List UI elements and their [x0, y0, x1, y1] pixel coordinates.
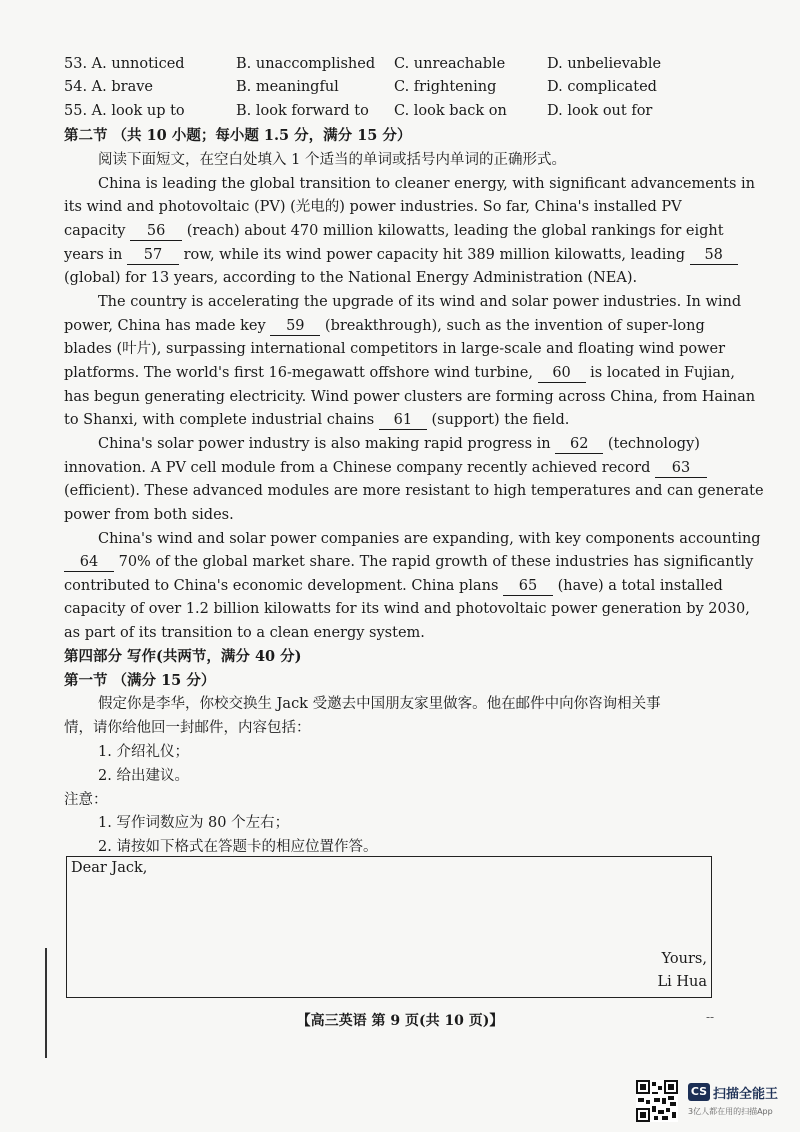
footer-mark: -- — [706, 1010, 715, 1024]
passage-line — [64, 575, 723, 597]
option-d: D. complicated — [547, 79, 657, 95]
option-d: D. unbelievable — [547, 56, 662, 72]
scanner-tagline: 3亿人都在用的扫描App — [688, 1107, 773, 1116]
passage-text: platforms. The world's first 16-megawatt offshore wind turbine, — [64, 365, 533, 381]
option-d: D. look out for — [547, 103, 653, 119]
mc-row-53 — [64, 56, 724, 78]
option-b: B. meaningful — [236, 79, 339, 95]
blank-57[interactable]: 57 — [127, 246, 179, 265]
blank-61[interactable]: 61 — [379, 411, 427, 430]
blank-64[interactable]: 64 — [64, 553, 114, 572]
prompt-item: 2. 给出建议。 — [98, 768, 189, 784]
passage-line: capacity of over 1.2 billion kilowatts for its wind and photovoltaic power generation by 2030, — [64, 601, 750, 617]
note-item: 2. 请按如下格式在答题卡的相应位置作答。 — [98, 839, 378, 855]
passage-line: its wind and photovoltaic (PV) (光电的) power industries. So far, China's installed PV — [64, 199, 682, 215]
passage-line — [64, 220, 724, 242]
passage-line: power from both sides. — [64, 507, 234, 523]
passage-text: to Shanxi, with complete industrial chains — [64, 412, 375, 428]
passage-text: (technology) — [607, 436, 700, 452]
passage-line: (efficient). These advanced modules are more resistant to high temperatures and can generate — [64, 483, 764, 499]
passage-line — [64, 244, 723, 266]
blank-62[interactable]: 62 — [555, 435, 603, 454]
passage-line: (global) for 13 years, according to the National Energy Administration (NEA). — [64, 270, 638, 286]
writing-prompt: 情，请你给他回一封邮件，内容包括： — [64, 720, 311, 736]
passage-line — [64, 551, 754, 573]
section2-instruction: 阅读下面短文，在空白处填入 1 个适当的单词或括号内单词的正确形式。 — [98, 152, 566, 168]
passage-line: China's wind and solar power companies are expanding, with key components accounting — [98, 531, 761, 547]
passage-line — [64, 457, 714, 479]
passage-text: is located in Fujian, — [590, 365, 736, 381]
letter-closing: Yours, — [661, 951, 707, 967]
passage-text: capacity — [64, 223, 126, 239]
passage-line: as part of its transition to a clean energy system. — [64, 625, 425, 641]
part4-heading: 第四部分 写作(共两节，满分 40 分) — [64, 648, 302, 665]
mc-row-55 — [64, 103, 724, 125]
blank-65[interactable]: 65 — [503, 577, 553, 596]
passage-text: China's solar power industry is also making rapid progress in — [98, 436, 551, 452]
part4-section1-heading: 第一节 （满分 15 分） — [64, 672, 216, 689]
blank-58[interactable]: 58 — [690, 246, 738, 265]
letter-answer-box — [66, 856, 712, 998]
passage-text: innovation. A PV cell module from a Chinese company recently achieved record — [64, 460, 651, 476]
passage-text: (breakthrough), such as the invention of super-long — [324, 318, 705, 334]
letter-signature: Li Hua — [657, 974, 707, 990]
passage-line: China is leading the global transition to cleaner energy, with significant advancements in — [98, 176, 756, 192]
margin-line — [45, 948, 47, 1058]
option-a: 53. A. unnoticed — [64, 56, 185, 72]
passage-text: power, China has made key — [64, 318, 266, 334]
option-c: C. frightening — [394, 79, 497, 95]
passage-line: has begun generating electricity. Wind power clusters are forming across China, from Hainan — [64, 389, 756, 405]
passage-text: (support) the field. — [431, 412, 570, 428]
passage-text: row, while its wind power capacity hit 389 million kilowatts, leading — [183, 247, 686, 263]
blank-63[interactable]: 63 — [655, 459, 707, 478]
passage-line — [64, 362, 736, 384]
option-a: 54. A. brave — [64, 79, 153, 95]
blank-60[interactable]: 60 — [538, 364, 586, 383]
passage-text: (reach) about 470 million kilowatts, leading the global rankings for eight — [186, 223, 724, 239]
passage-line — [64, 315, 714, 337]
prompt-item: 1. 介绍礼仪； — [98, 744, 189, 760]
page-footer: 【高三英语 第 9 页(共 10 页)】 — [296, 1013, 504, 1029]
passage-text: years in — [64, 247, 123, 263]
option-a: 55. A. look up to — [64, 103, 185, 119]
option-c: C. unreachable — [394, 56, 506, 72]
letter-greeting: Dear Jack, — [71, 860, 148, 876]
passage-text: (have) a total installed — [557, 578, 723, 594]
note-item: 1. 写作词数应为 80 个左右； — [98, 815, 290, 831]
scanner-brand: 扫描全能王 — [713, 1087, 779, 1102]
passage-text: contributed to China's economic development. China plans — [64, 578, 499, 594]
option-b: B. unaccomplished — [236, 56, 376, 72]
note-label: 注意： — [64, 792, 108, 808]
passage-line — [98, 433, 714, 455]
qr-code-icon — [636, 1080, 678, 1122]
passage-line — [64, 409, 714, 431]
mc-row-54 — [64, 79, 724, 101]
passage-line: The country is accelerating the upgrade of its wind and solar power industries. In wind — [98, 294, 742, 310]
writing-prompt: 假定你是李华，你校交换生 Jack 受邀去中国朋友家里做客。他在邮件中向你咨询相关事 — [98, 696, 661, 712]
scanner-logo-icon: CS — [688, 1083, 710, 1101]
blank-56[interactable]: 56 — [130, 222, 182, 241]
option-c: C. look back on — [394, 103, 507, 119]
passage-text: 70% of the global market share. The rapid growth of these industries has significantly — [118, 554, 754, 570]
blank-59[interactable]: 59 — [270, 317, 320, 336]
passage-line: blades (叶片), surpassing international competitors in large-scale and floating wind power — [64, 341, 726, 357]
section2-heading: 第二节 （共 10 小题；每小题 1.5 分，满分 15 分） — [64, 127, 412, 144]
option-b: B. look forward to — [236, 103, 369, 119]
